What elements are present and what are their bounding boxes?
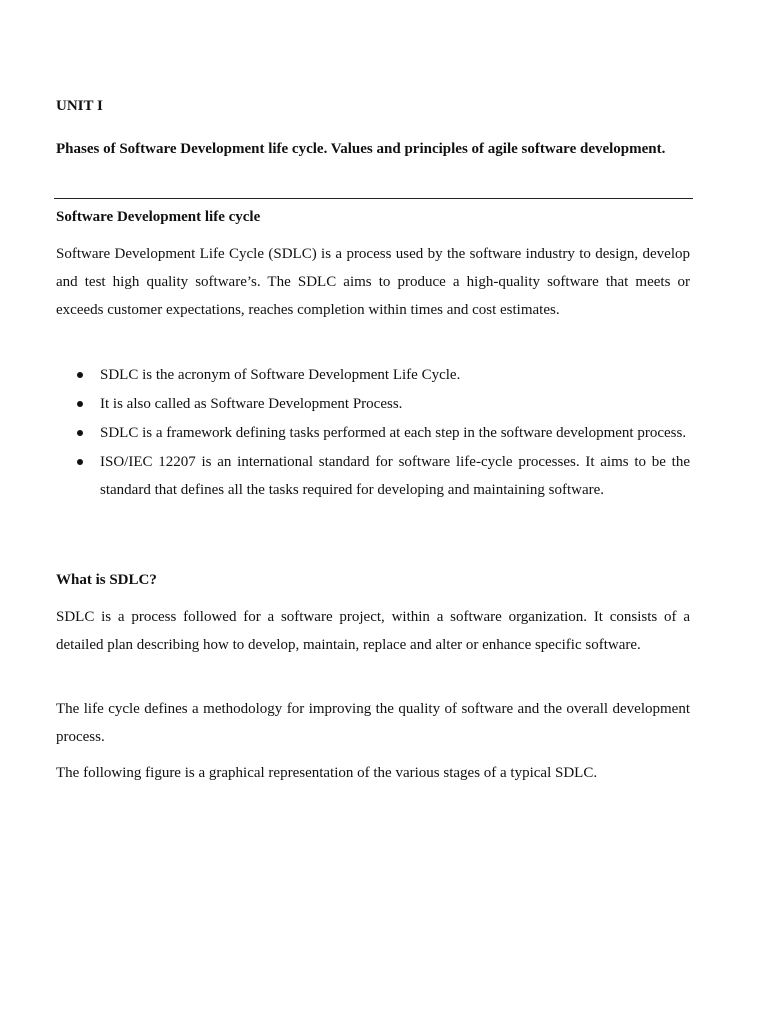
bullet-text: It is also called as Software Development Process.	[100, 396, 403, 412]
section-heading: Software Development life cycle	[56, 209, 261, 225]
unit-label: UNIT I	[56, 98, 103, 114]
what-is-sdlc-heading: What is SDLC?	[56, 572, 157, 588]
bullet-text: SDLC is the acronym of Software Development Life Cycle.	[100, 367, 461, 383]
list-item	[56, 390, 690, 418]
bullet-icon	[77, 372, 83, 378]
bullet-list	[56, 361, 690, 505]
list-item	[56, 448, 690, 504]
bullet-icon	[77, 459, 83, 465]
title-divider	[54, 198, 693, 199]
what-paragraph-2: The life cycle defines a methodology for improving the quality of software and the overall development process.	[56, 701, 690, 745]
what-paragraph-3: The following figure is a graphical representation of the various stages of a typical SDLC.	[56, 765, 598, 781]
bullet-icon	[77, 401, 83, 407]
list-item	[56, 419, 690, 447]
list-item	[56, 361, 690, 389]
bullet-text: SDLC is a framework defining tasks performed at each step in the software development process.	[100, 425, 687, 441]
what-paragraph-1: SDLC is a process followed for a software project, within a software organization. It consists of a detailed plan describing how to develop, maintain, replace and alter or enhance specific software.	[56, 609, 690, 653]
bullet-text: ISO/IEC 12207 is an international standard for software life-cycle processes. It aims to be the standard that defines all the tasks required for developing and maintaining software.	[100, 454, 690, 498]
intro-paragraph: Software Development Life Cycle (SDLC) is a process used by the software industry to design, develop and test high quality software’s. The SDLC aims to produce a high-quality software that meets or exceeds customer expectations, reaches completion within times and cost estimates.	[56, 246, 690, 318]
bullet-icon	[77, 430, 83, 436]
document-title: Phases of Software Development life cycle. Values and principles of agile software development.	[56, 141, 666, 157]
